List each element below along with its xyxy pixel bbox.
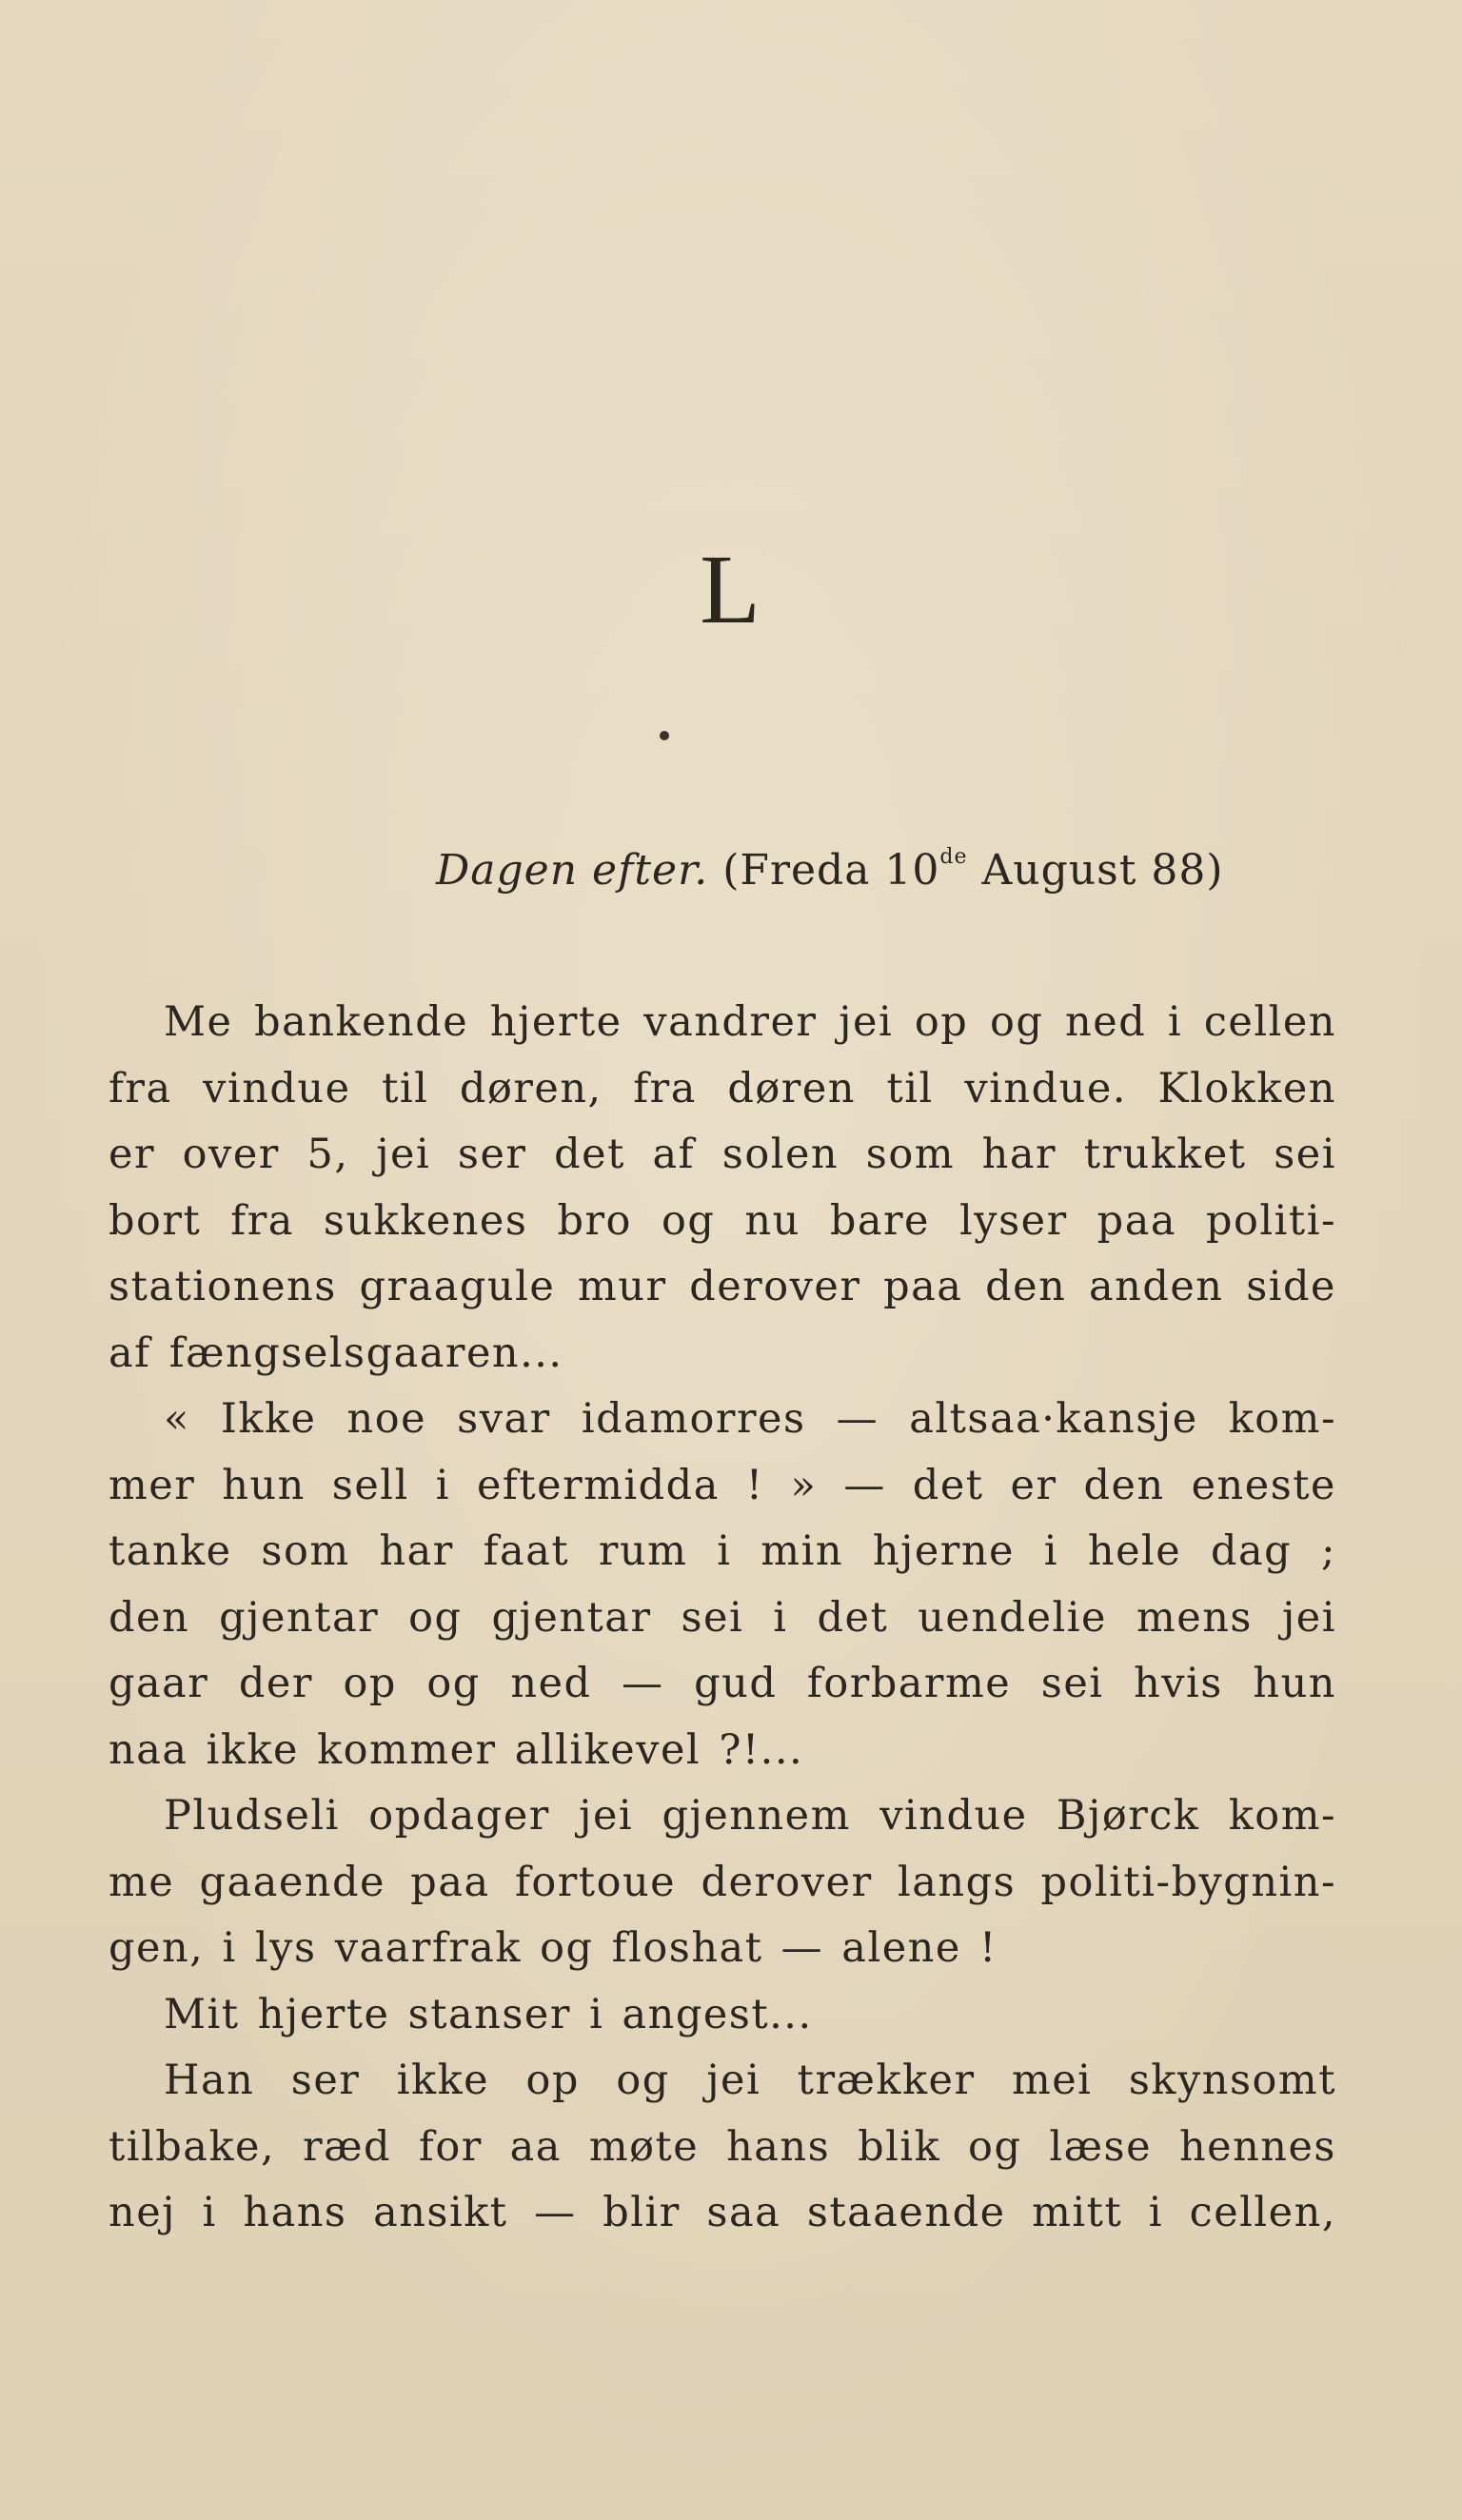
text-line: Mit hjerte stanser i angest... [164, 1990, 813, 2038]
body-text [109, 990, 1336, 2247]
text-line: af fængselsgaaren... [109, 1329, 563, 1377]
subtitle-month-year: August 88) [967, 846, 1224, 895]
text-line: Han ser ikke op og jei trækker mei skynsomt [164, 2057, 1336, 2104]
text-line: mer hun sell i eftermidda ! » — det er den eneste [109, 1461, 1336, 1509]
text-line: « Ikke noe svar idamorres — altsaa·kansje kom- [164, 1395, 1336, 1443]
text-line: er over 5, jei ser det af solen som har trukket sei [109, 1131, 1336, 1178]
text-line: stationens graagule mur derover paa den anden side [109, 1263, 1336, 1310]
text-line: den gjentar og gjentar sei i det uendelie mens jei [109, 1593, 1336, 1642]
text-line: tilbake, ræd for aa møte hans blik og læse hennes [109, 2122, 1336, 2171]
text-line: me gaaende paa fortoue derover langs politi-bygnin- [109, 1858, 1336, 1906]
text-line: tanke som har faat rum i min hjerne i hele dag ; [109, 1527, 1336, 1575]
text-line: Pludseli opdager jei gjennem vindue Bjørck kom- [164, 1792, 1336, 1840]
text-line: nej i hans ansikt — blir saa staaende mitt i cellen, [109, 2189, 1336, 2236]
chapter-subtitle [436, 845, 1224, 896]
text-line: bort fra sukkenes bro og nu bare lyser paa politi- [109, 1196, 1336, 1245]
subtitle-date: (Freda 10 [708, 846, 940, 895]
ornament-dot [660, 731, 669, 740]
text-line: naa ikke kommer allikevel ?!... [109, 1725, 804, 1774]
chapter-numeral: L [700, 535, 762, 644]
text-line: gen, i lys vaarfrak og floshat — alene ! [109, 1924, 998, 1972]
subtitle-superscript: de [939, 845, 968, 869]
text-line: fra vindue til døren, fra døren til vindue. Klokken [109, 1064, 1336, 1112]
text-line: Me bankende hjerte vandrer jei op og ned i cellen [164, 998, 1336, 1046]
subtitle-italic: Dagen efter. [436, 846, 709, 895]
text-line: gaar der op og ned — gud forbarme sei hvis hun [109, 1660, 1336, 1707]
